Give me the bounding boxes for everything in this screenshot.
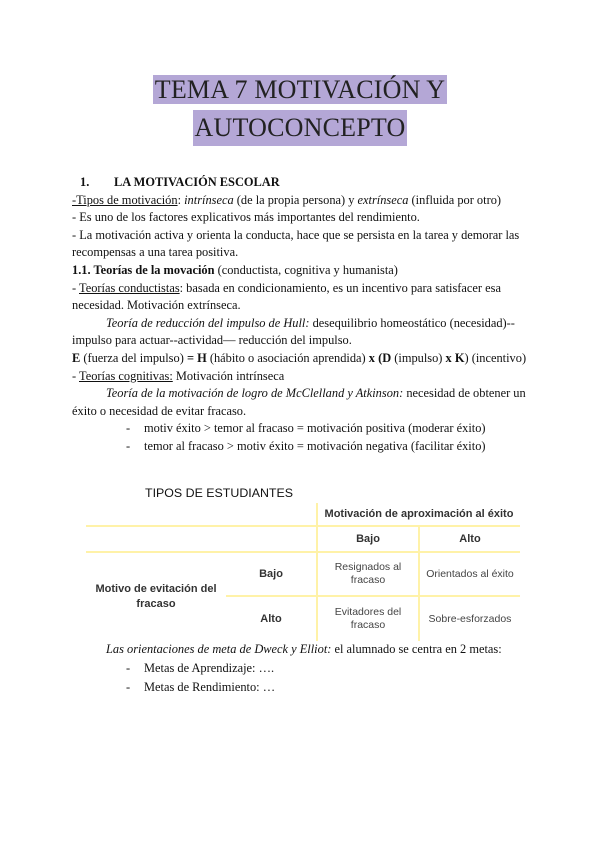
- tipos-extrinseca: extrínseca: [357, 192, 409, 207]
- paragraph-dweck: [72, 640, 542, 659]
- paragraph-activa: - La motivación activa y orienta la conducta, hace que se persista en la tarea y demorar las recompensas a una tarea positiva.: [72, 227, 520, 260]
- row-header-bajo: Bajo: [226, 552, 317, 596]
- hull-label: Teoría de reducción del impulso de Hull:: [106, 315, 310, 330]
- paragraph-conductistas: [72, 280, 532, 315]
- motivation-list: [72, 420, 532, 455]
- tipos-intrinseca-desc: (de la propia persona) y: [233, 192, 358, 207]
- goals-list: [72, 659, 542, 697]
- mcclelland-text: necesidad de obtener un éxito o necesidad de evitar fracaso.: [72, 386, 526, 418]
- formula-e: E: [72, 350, 81, 365]
- subsection-rest: (conductista, cognitiva y humanista): [214, 262, 398, 277]
- hull-text: desequilibrio homeostático (necesidad)--impulso para actuar--actividad— reducción del impulso.: [72, 315, 515, 348]
- table-empty-corner: [86, 503, 226, 526]
- paragraph-tipos: [72, 192, 532, 210]
- cell-sobre-esforzados: Sobre-esforzados: [428, 612, 512, 625]
- table-empty-cell: [86, 526, 226, 552]
- row-group-header: Motivo de evitación del fracaso: [95, 583, 217, 610]
- dweck-label: Las orientaciones de meta de Dweck y Elliot:: [106, 642, 332, 656]
- section-number: 1.: [80, 175, 90, 189]
- paragraph-mcclelland: [72, 385, 532, 420]
- paragraph-formula: [72, 350, 532, 368]
- formula-k-desc: ) (incentivo): [464, 350, 527, 365]
- title-line-1: TEMA 7 MOTIVACIÓN Y: [154, 75, 446, 104]
- subsection-title: 1.1. Teorías de la movación: [72, 262, 215, 277]
- list-item: - Metas de Rendimiento: …: [72, 678, 542, 697]
- cell-resignados: Resignados al fracaso: [317, 552, 419, 596]
- tipos-intrinseca: intrínseca: [184, 192, 234, 207]
- conductistas-prefix: -: [72, 280, 79, 295]
- main-content: [72, 174, 532, 456]
- cell-evitadores: Evitadores del fracaso: [317, 596, 419, 641]
- cognitivas-text: Motivación intrínseca: [172, 368, 285, 383]
- formula-d: x (D: [368, 350, 392, 365]
- title-line-2: AUTOCONCEPTO: [193, 110, 408, 146]
- tipos-label: -Tipos de motivación: [72, 192, 178, 207]
- table-title: TIPOS DE ESTUDIANTES: [145, 486, 294, 500]
- goals-section: [72, 640, 542, 697]
- conductistas-label: Teorías conductistas: [79, 280, 180, 295]
- table-empty-cell: [226, 503, 317, 526]
- mcclelland-label: Teoría de la motivación de logro de McClelland y Atkinson:: [106, 386, 404, 401]
- formula-h-desc: (hábito o asociación aprendida): [206, 350, 369, 365]
- tipos-colon: :: [177, 192, 185, 207]
- subsection-heading: [72, 262, 532, 280]
- student-types-table: [86, 503, 520, 641]
- col-header-bajo: Bajo: [317, 526, 419, 552]
- formula-e-desc: (fuerza del impulso): [80, 350, 187, 365]
- paragraph-factores: - Es uno de los factores explicativos más importantes del rendimiento.: [72, 210, 420, 225]
- list-item: - temor al fracaso > motiv éxito = motivación negativa (facilitar éxito): [72, 438, 532, 456]
- dweck-text: el alumnado se centra en 2 metas:: [331, 642, 502, 656]
- paragraph-hull: [72, 315, 532, 350]
- section-heading: [72, 174, 532, 192]
- formula-k: x K: [445, 350, 465, 365]
- cognitivas-label: Teorías cognitivas:: [79, 368, 173, 383]
- cognitivas-prefix: -: [72, 368, 79, 383]
- list-item: - motiv éxito > temor al fracaso = motivación positiva (moderar éxito): [72, 420, 532, 438]
- formula-h: = H: [186, 350, 207, 365]
- list-item: - Metas de Aprendizaje: ….: [72, 659, 542, 678]
- conductistas-text: : basada en condicionamiento, es un incentivo para satisfacer esa necesidad. Motivación extrínseca.: [72, 280, 501, 313]
- row-header-alto: Alto: [226, 596, 317, 641]
- section-title: LA MOTIVACIÓN ESCOLAR: [114, 175, 280, 189]
- col-header-alto: Alto: [419, 526, 520, 552]
- document-title: [0, 72, 600, 146]
- tipos-extrinseca-desc: (influida por otro): [408, 192, 502, 207]
- cell-orientados: Orientados al éxito: [419, 552, 520, 596]
- formula-d-desc: (impulso): [391, 350, 446, 365]
- table-empty-cell: [226, 526, 317, 552]
- col-group-header: Motivación de aproximación al éxito: [317, 503, 520, 526]
- paragraph-cognitivas: [72, 368, 532, 386]
